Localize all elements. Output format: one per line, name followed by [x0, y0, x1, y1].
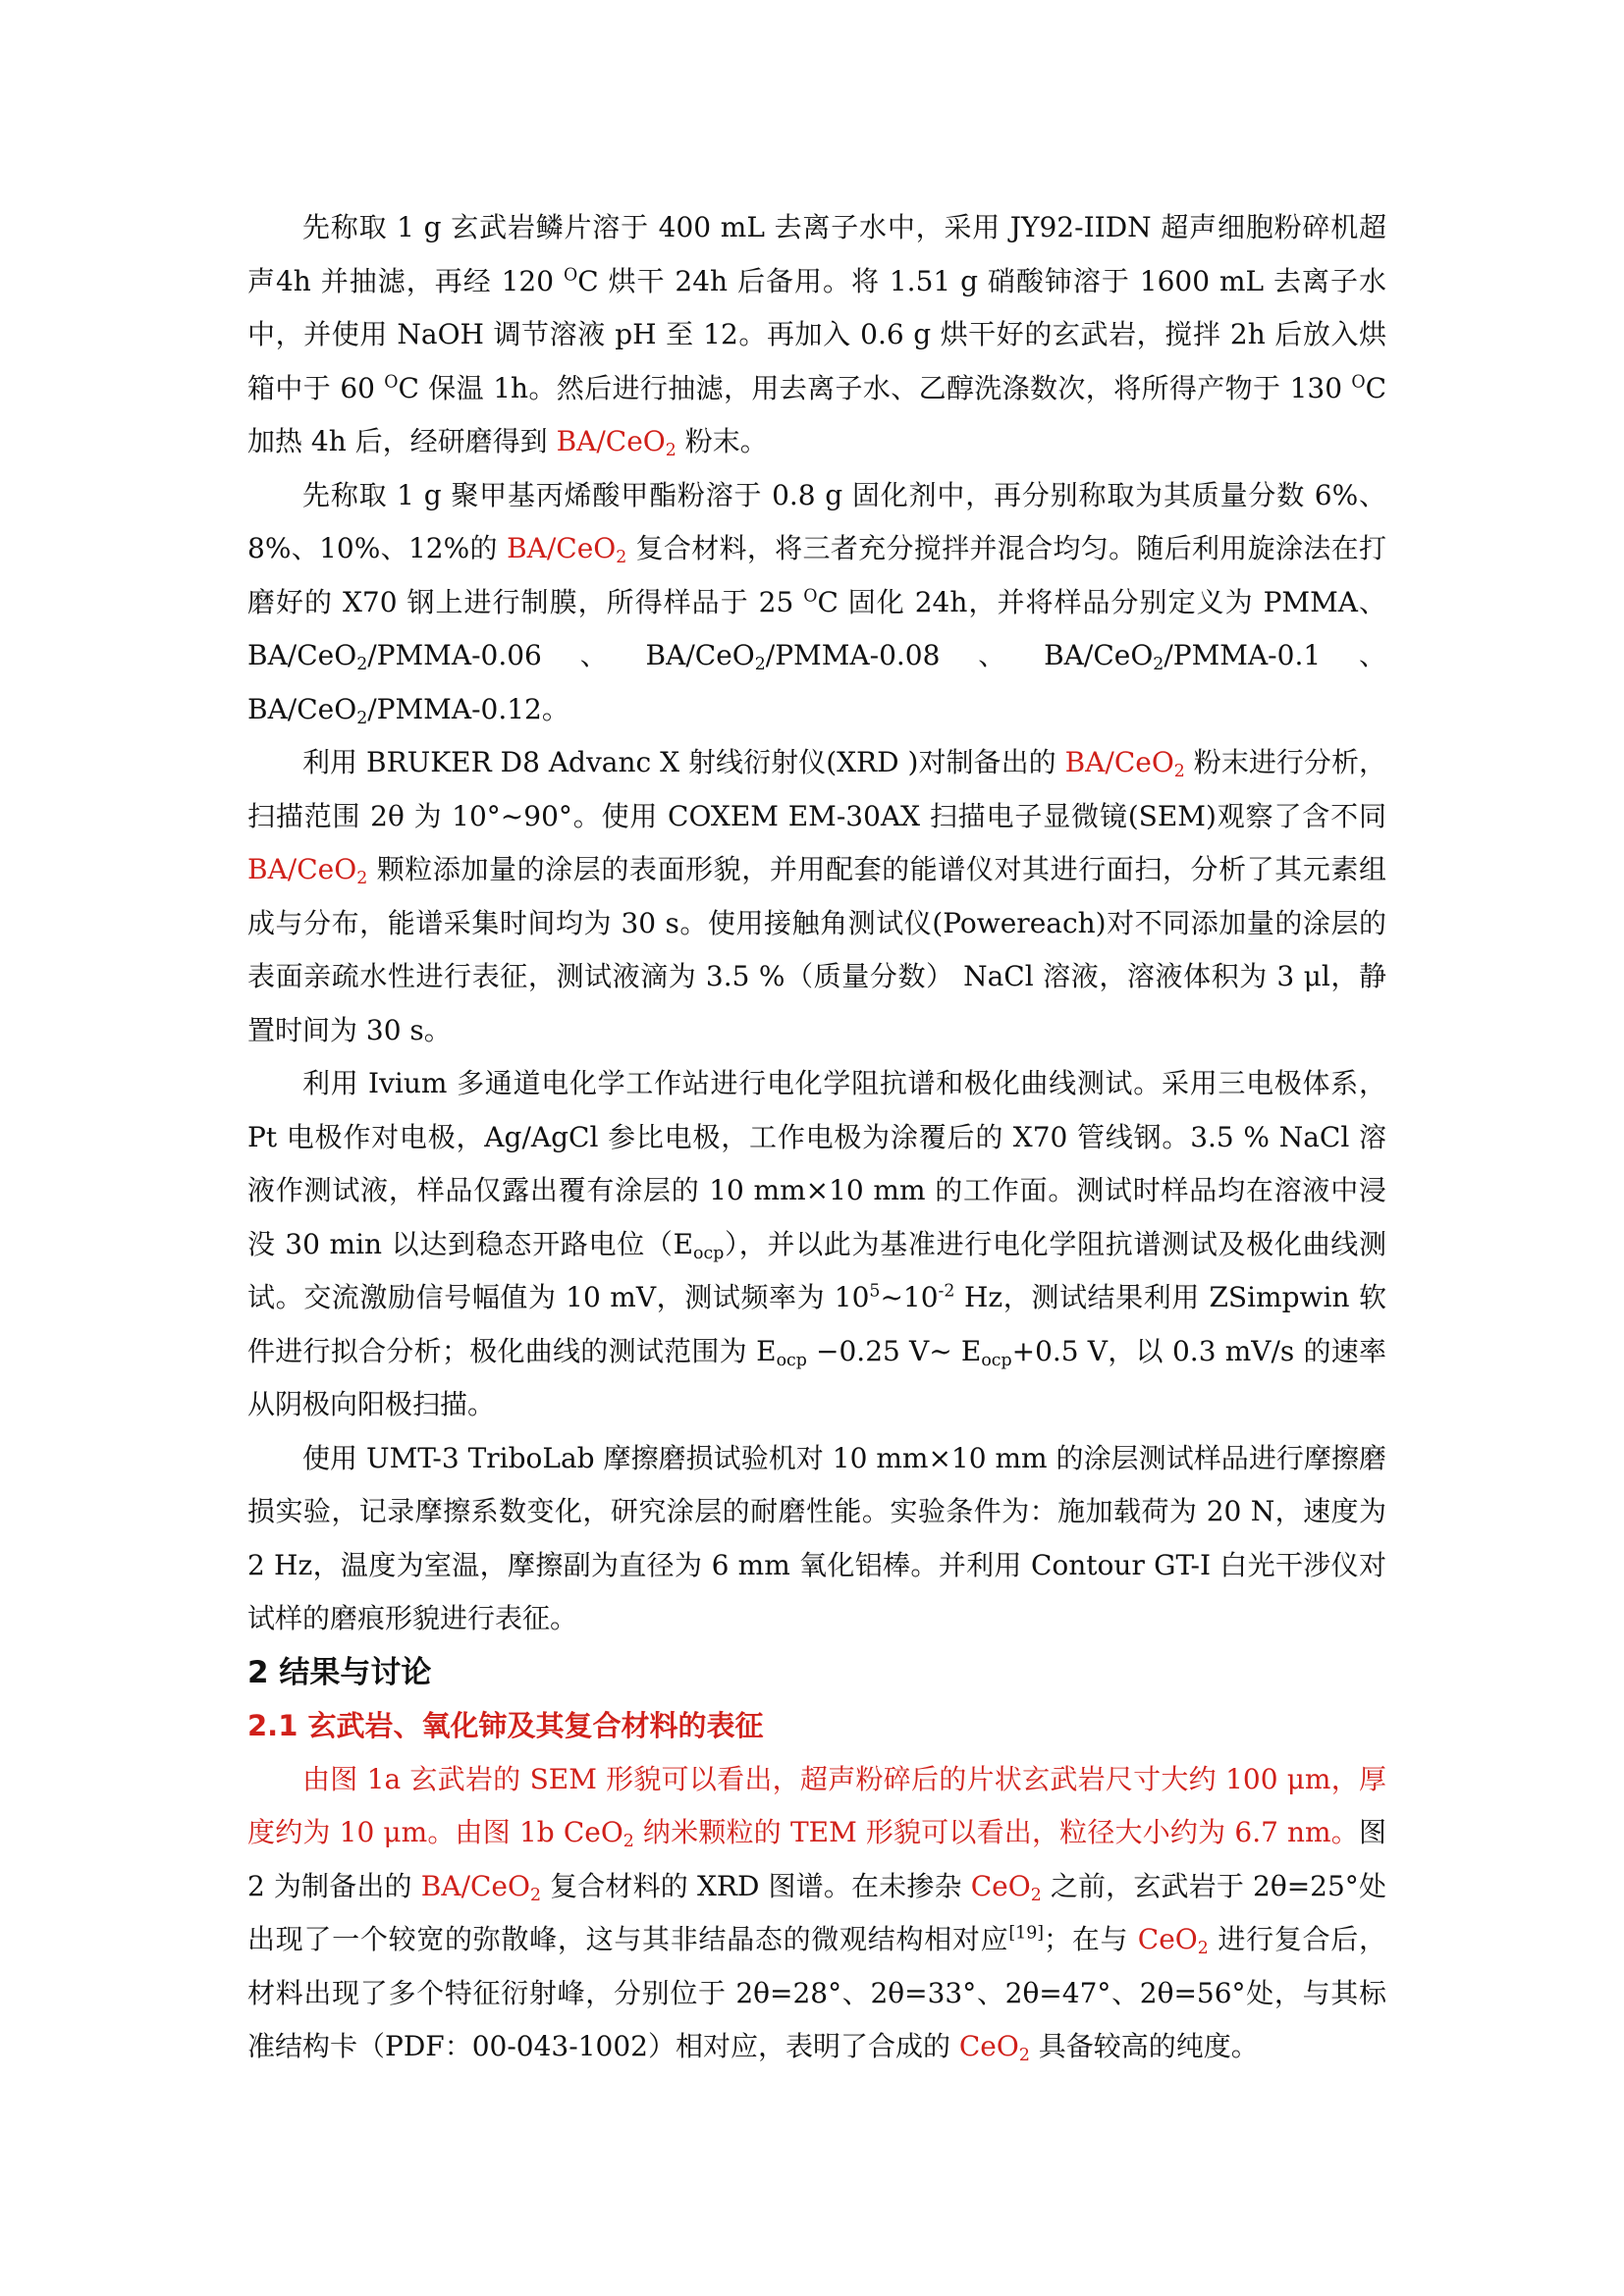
- paragraph-tribology-tests: [247, 1432, 1386, 1646]
- subsection-heading-characterization: 2.1 玄武岩、氧化铈及其复合材料的表征: [247, 1709, 764, 1742]
- paragraph-characterization-methods: [247, 736, 1386, 1057]
- paragraph-characterization-results: [247, 1753, 1386, 2074]
- paragraph-text: 由图 1a 玄武岩的 SEM 形貌可以看出，超声粉碎后的片状玄武岩尺寸大约 100 μm，厚度约为 10 μm。由图 1b CeO$_2$ 纳米颗粒的 TEM 形貌可以看出，粒径大小约为 6.7 nm。图 2 为制备出的 BA/CeO$_2$ 复合材料的 XRD 图谱。在未掺杂 CeO$_2$ 之前，玄武岩于 2θ=25°处出现了一个较宽的弥散峰，这与其非结晶态的微观结构相对应[19]；在与 CeO$_2$ 进行复合后，材料出现了多个特征衍射峰，分别位于 2θ=28°、2θ=33°、2θ=47°、2θ=56°处，与其标准结构卡（PDF：00-043-1002）相对应，表明了合成的 CeO$_2$ 具备较高的纯度。: [247, 1762, 1387, 2065]
- paragraph-text: 先称取 1 g 玄武岩鳞片溶于 400 mL 去离子水中，采用 JY92-IIDN 超声细胞粉碎机超声4h 并抽滤，再经 120 $^O$C 烘干 24h 后备用。将 1.51 g 硝酸铈溶于 1600 mL 去离子水中，并使用 NaOH 调节溶液 pH 至 12。再加入 0.6 g 烘干好的玄武岩，搅拌 2h 后放入烘箱中于 60 $^O$C 保温 1h。然后进行抽滤，用去离子水、乙醇洗涤数次，将所得产物于 130 $^O$C 加热 4h 后，经研磨得到 BA/CeO$_2$ 粉末。: [247, 211, 1386, 460]
- paragraph-electrochemical-tests: [247, 1057, 1386, 1432]
- paragraph-text: 使用 UMT-3 TriboLab 摩擦磨损试验机对 10 mm×10 mm 的涂层测试样品进行摩擦磨损实验，记录摩擦系数变化，研究涂层的耐磨性能。实验条件为：施加载荷为 20 N，速度为 2 Hz，温度为室温，摩擦副为直径为 6 mm 氧化铝棒。并利用 Contour GT-I 白光干涉仪对试样的磨痕形貌进行表征。: [247, 1441, 1386, 1634]
- section-heading-results: 2 结果与讨论: [247, 1654, 432, 1690]
- paragraph-coating-preparation: [247, 469, 1386, 737]
- document-body: [247, 201, 1386, 2074]
- paragraph-basalt-preparation: [247, 201, 1386, 469]
- paragraph-text: 利用 Ivium 多通道电化学工作站进行电化学阻抗谱和极化曲线测试。采用三电极体系，Pt 电极作对电极，Ag/AgCl 参比电极，工作电极为涂覆后的 X70 管线钢。3.5 % NaCl 溶液作测试液，样品仅露出覆有涂层的 10 mm×10 mm 的工作面。测试时样品均在溶液中浸没 30 min 以达到稳态开路电位$(E_{ocp})$，并以此为基准进行电化学阻抗谱测试及极化曲线测试。交流激励信号幅值为 10 mV，测试频率为 $10^5\sim 10^{-2}$ Hz，测试结果利用 ZSimpwin 软件进行拟合分析；极化曲线的测试范围为 $E_{ocp} -0.25$ V~ $E_{ocp}+0.5$ V，以 0.3 mV/s 的速率从阴极向阳极扫描。: [247, 1067, 1386, 1420]
- paragraph-text: 先称取 1 g 聚甲基丙烯酸甲酯粉溶于 0.8 g 固化剂中，再分别称取为其质量分数 6%、8%、10%、12%的 BA/CeO$_2$ 复合材料，将三者充分搅拌并混合均匀。随后利用旋涂法在打磨好的 X70 钢上进行制膜，所得样品于 25 $^O$C 固化 24h，并将样品分别定义为 PMMA、BA/CeO$_2$/PMMA-0.06、BA/CeO$_2$/PMMA-0.08、BA/CeO$_2$/PMMA-0.1、BA/CeO$_2$/PMMA-0.12。: [247, 478, 1387, 728]
- paragraph-text: 利用 BRUKER D8 Advanc X 射线衍射仪(XRD )对制备出的 BA/CeO$_2$ 粉末进行分析，扫描范围 2θ 为 10°~90°。使用 COXEM EM-30AX 扫描电子显微镜(SEM)观察了含不同 BA/CeO$_2$ 颗粒添加量的涂层的表面形貌，并用配套的能谱仪对其进行面扫，分析了其元素组成与分布，能谱采集时间均为 30 s。使用接触角测试仪(Powereach)对不同添加量的涂层的表面亲疏水性进行表征，测试液滴为 3.5 %（质量分数） NaCl 溶液，溶液体积为 3 μl，静置时间为 30 s。: [247, 746, 1386, 1046]
